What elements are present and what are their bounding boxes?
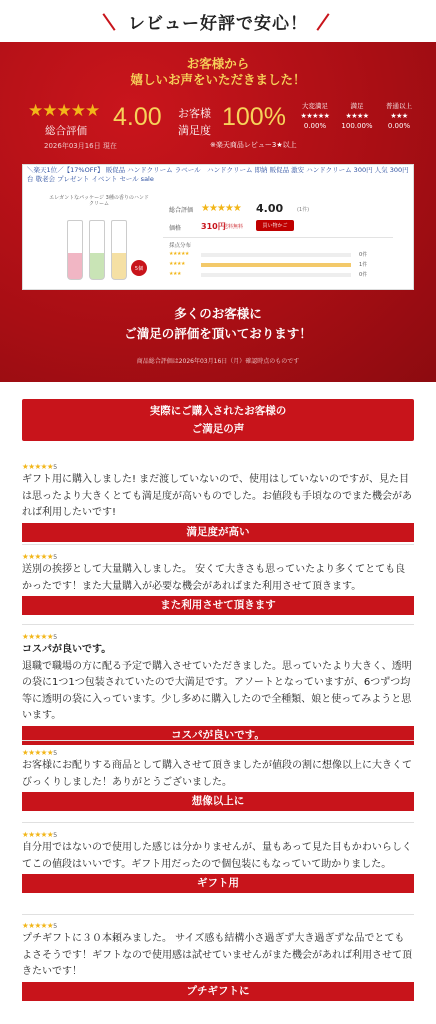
band-headline-1: お客様から (186, 56, 250, 71)
review-score: 5 (53, 463, 58, 471)
review-star-glyphs: ★★★★★ (22, 921, 54, 930)
heading-slash-left (102, 13, 115, 31)
breakdown-label: 普通以上 (386, 102, 412, 110)
product-title-link[interactable]: ＼楽天1位／【17%OFF】 販促品 ハンドクリーム ラベール ハンドクリーム 即納 販促品 激安 ハンドクリーム 300円 人気 300円台 敬老会 プレゼント イベント セール sale (27, 166, 409, 183)
breakdown-percent: 0.00% (387, 122, 411, 130)
breakdown-percent: 0.00% (303, 122, 327, 130)
distribution-track (201, 263, 351, 267)
distribution-track (201, 273, 351, 277)
review-summary-banner: また利用させて頂きます (22, 596, 414, 615)
review-stars (22, 830, 414, 840)
review-summary-banner: 満足度が高い (22, 523, 414, 542)
price-label: 価格 (169, 225, 182, 232)
rating-score: 4.00 (256, 202, 284, 215)
band-footnote: 商品総合評価は2026年03月16日（月）確認時点のものです (136, 358, 300, 365)
review-score: 5 (53, 831, 58, 839)
breakdown-stars: ★★★★★ (300, 112, 330, 120)
distribution-row-3 (169, 271, 389, 279)
distribution-row-4 (169, 261, 389, 269)
review-body: 送別の挨拶として大量購入しました。 安くて大きさも思っていたより多くてとても良かったです！また大量購入が必要な機会があればまた利用させて頂きます。 (22, 564, 406, 592)
review-score: 5 (53, 749, 58, 757)
rating-label: 総合評価 (169, 207, 194, 214)
breakdown-label: 満足 (350, 102, 364, 110)
review-divider (22, 914, 414, 915)
breakdown-very-satisfied (294, 101, 336, 130)
review-score: 5 (53, 633, 58, 641)
review-stars (22, 921, 414, 931)
overall-label: 総合評価 (45, 125, 87, 137)
rating-stats (0, 97, 436, 162)
review-body: プチギフトに３０本頼みました。 サイズ感も結構小さ過ぎず大き過ぎずな品でとてもよさそうです！ギフトなので使用感は試せていませんがまた機会があれば利用させて頂きたいです！ (22, 933, 412, 977)
stats-note: ※楽天商品レビュー3★以上 (210, 141, 297, 149)
distribution-stars: ★★★★ (169, 261, 185, 267)
review-item (22, 921, 414, 1001)
voice-header-line-2: ご満足の声 (191, 423, 245, 435)
band-closing-2: ご満足の評価を頂いております！ (124, 326, 312, 341)
satisfaction-label-1: お客様 (178, 107, 211, 120)
hand-cream-tube (111, 220, 127, 280)
heading-slash-right (316, 13, 329, 31)
review-text: 退職で職場の方に配る予定で購入させていただきました。思っていたより大きく、透明の袋に1つ1つ包装されていたので大満足です。アソートとなっていますが、6つずつ均等に透明の袋に入っています。少し多めに購入したので全種類、娘と使ってみようと思います。 (22, 660, 412, 721)
rating-count: (1件) (297, 207, 310, 213)
breakdown-stars: ★★★★ (345, 112, 369, 120)
review-star-glyphs: ★★★★★ (22, 830, 54, 839)
distribution-label: 採点分布 (169, 243, 192, 249)
add-to-cart-button[interactable]: 買い物かご (256, 220, 294, 231)
quantity-seal: 5個 (131, 260, 147, 276)
breakdown-satisfied (336, 101, 378, 130)
product-review-panel (22, 164, 414, 290)
review-item (22, 748, 414, 811)
review-score: 5 (53, 553, 58, 561)
review-divider (22, 822, 414, 823)
product-image[interactable] (49, 195, 149, 280)
review-stars (22, 552, 414, 562)
breakdown-percent: 100.00% (341, 122, 373, 130)
review-star-glyphs: ★★★★★ (22, 462, 54, 471)
review-lead: コスパが良いです。 (22, 644, 112, 655)
review-body: 自分用ではないので使用した感じは分かりませんが、量もあって見た目もかわいらしくてこの値段はいいです。ギフト用だったので個包装にもなっていて助かりました。 (22, 842, 412, 870)
review-stars (22, 462, 414, 472)
page-heading (0, 0, 436, 42)
hand-cream-tube (67, 220, 83, 280)
satisfaction-percent: 100% (222, 103, 286, 131)
customer-voice-header (22, 399, 414, 441)
review-divider (22, 544, 414, 545)
distribution-row-5 (169, 251, 389, 259)
band-closing-1: 多くのお客様に (174, 306, 262, 321)
review-summary-banner: コスパが良いです。 (22, 726, 414, 745)
breakdown-label: 大変満足 (302, 102, 328, 110)
review-item (22, 632, 414, 745)
page-title: レビュー好評で安心！ (128, 13, 308, 34)
distribution-count: 0件 (359, 272, 368, 278)
distribution-stars: ★★★ (169, 271, 181, 277)
review-summary-banner: プチギフトに (22, 982, 414, 1001)
breakdown-average (378, 101, 420, 130)
voice-header-line-1: 実際にご購入されたお客様の (149, 405, 287, 417)
review-body: ギフト用に購入しました! まだ渡していないので、使用はしていないのですが、見た目は思ったより大きくとても満足度が高いものでした。お値段も手頃なのでまた機会があれば利用したいです! (22, 474, 412, 518)
review-divider (22, 740, 414, 741)
review-stars (22, 632, 414, 642)
review-summary-banner: ギフト用 (22, 874, 414, 893)
review-score: 5 (53, 922, 58, 930)
rating-stars: ★★★★★ (201, 203, 241, 214)
distribution-fill (201, 263, 351, 267)
hand-cream-tube (89, 220, 105, 280)
distribution-count: 0件 (359, 252, 368, 258)
review-star-glyphs: ★★★★★ (22, 632, 54, 641)
review-stars (22, 748, 414, 758)
overall-score: 4.00 (113, 103, 162, 131)
review-summary-banner: 想像以上に (22, 792, 414, 811)
stats-date: 2026年03月16日 現在 (44, 142, 117, 150)
review-star-glyphs: ★★★★★ (22, 748, 54, 757)
review-divider (22, 624, 414, 625)
breakdown-stars: ★★★ (390, 112, 408, 120)
review-body: お客様にお配りする商品として購入させて頂きましたが値段の割に想像以上に大きくてびっくりしました！ありがとうございました。 (22, 760, 412, 788)
distribution-stars: ★★★★★ (169, 251, 189, 257)
satisfaction-label-2: 満足度 (178, 124, 211, 137)
review-summary-band (0, 42, 436, 382)
distribution-track (201, 253, 351, 257)
review-item (22, 462, 414, 542)
shipping-note: 送料無料 (223, 224, 244, 230)
overall-stars: ★★★★★ (28, 101, 100, 121)
price-value: 310円 (201, 222, 226, 231)
review-item (22, 552, 414, 615)
distribution-count: 1件 (359, 262, 368, 268)
panel-divider (163, 237, 393, 238)
review-item (22, 830, 414, 893)
review-star-glyphs: ★★★★★ (22, 552, 54, 561)
review-body (22, 642, 414, 725)
product-image-caption: エレガントなパッケージ 3種の香りのハンドクリーム (49, 195, 149, 207)
band-headline-2: 嬉しいお声をいただきました！ (130, 72, 306, 87)
